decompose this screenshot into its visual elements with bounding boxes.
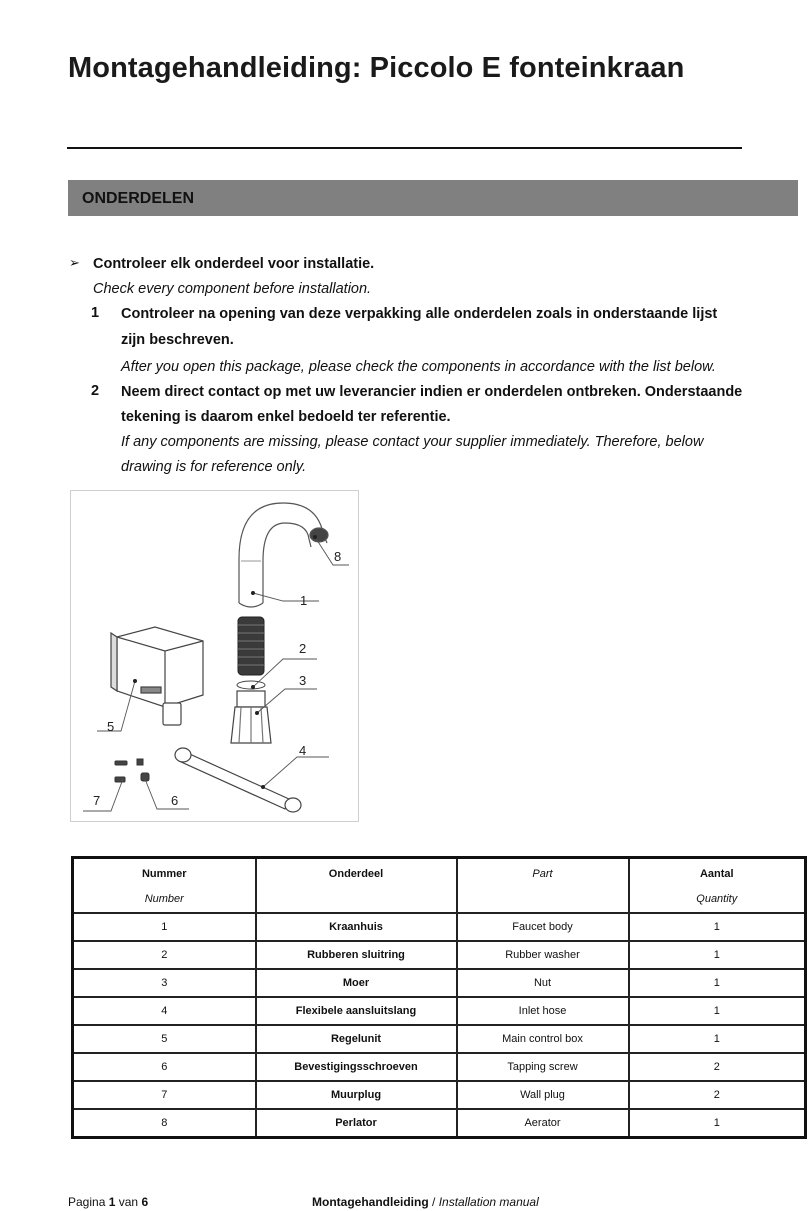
- parts-table: [71, 856, 807, 1139]
- table-header-row: [73, 858, 806, 914]
- column-header-part-nl: Onderdeel: [256, 858, 457, 914]
- step-text-nl: Controleer na opening van deze verpakking alle onderdelen zoals in onderstaande lijst: [121, 306, 718, 322]
- footer-manual-title: Montagehandleiding / Installation manual: [312, 1195, 539, 1209]
- table-row: [73, 913, 806, 941]
- cell-qty: 1: [629, 1025, 806, 1053]
- cell-part-en: Nut: [457, 969, 629, 997]
- inlet-hose-drawing: [175, 748, 301, 812]
- table-row: [73, 1053, 806, 1081]
- step-text-en: If any components are missing, please contact your supplier immediately. Therefore, below: [121, 434, 704, 450]
- section-title: ONDERDELEN: [82, 190, 195, 207]
- step-text-en: After you open this package, please check the components in accordance with the list below.: [121, 359, 716, 375]
- column-header-number: Nummer Number: [73, 858, 256, 914]
- cell-part-en: Main control box: [457, 1025, 629, 1053]
- table-row: [73, 997, 806, 1025]
- cell-qty: 1: [629, 969, 806, 997]
- leader-line: [263, 757, 329, 787]
- cell-part-nl: Rubberen sluitring: [256, 941, 457, 969]
- page-indicator: Pagina 1 van 6: [68, 1195, 149, 1209]
- callout-4: 4: [299, 743, 307, 758]
- step-text-nl: tekening is daarom enkel bedoeld ter referentie.: [121, 409, 451, 425]
- cell-number: 4: [73, 997, 256, 1025]
- callout-7: 7: [93, 793, 101, 808]
- bullet-text-nl: Controleer elk onderdeel voor installatie.: [93, 256, 375, 272]
- cell-number: 5: [73, 1025, 256, 1053]
- step-number: 2: [91, 383, 100, 399]
- nut-drawing: [231, 691, 271, 743]
- cell-part-nl: Bevestigingsschroeven: [256, 1053, 457, 1081]
- step-text-en: drawing is for reference only.: [121, 459, 307, 475]
- cell-part-en: Faucet body: [457, 913, 629, 941]
- cell-number: 6: [73, 1053, 256, 1081]
- cell-number: 1: [73, 913, 256, 941]
- callout-1: 1: [300, 593, 308, 608]
- cell-qty: 2: [629, 1053, 806, 1081]
- callout-8: 8: [334, 549, 342, 564]
- cell-qty: 1: [629, 941, 806, 969]
- cell-part-nl: Perlator: [256, 1109, 457, 1138]
- callout-5: 5: [107, 719, 115, 734]
- control-box-drawing: [111, 627, 203, 725]
- exploded-parts-drawing: [70, 490, 359, 822]
- cell-part-en: Rubber washer: [457, 941, 629, 969]
- step-number: 1: [91, 305, 100, 321]
- screws-drawing: [115, 759, 149, 782]
- cell-part-nl: Regelunit: [256, 1025, 457, 1053]
- callout-3: 3: [299, 673, 307, 688]
- column-header-part-en: Part: [457, 858, 629, 914]
- cell-number: 2: [73, 941, 256, 969]
- cell-qty: 1: [629, 997, 806, 1025]
- callout-2: 2: [299, 641, 307, 656]
- table-row: [73, 1081, 806, 1109]
- cell-part-en: Aerator: [457, 1109, 629, 1138]
- table-row: [73, 941, 806, 969]
- table-row: [73, 1109, 806, 1138]
- arrow-bullet-icon: ➢: [69, 255, 80, 270]
- column-header-quantity: Aantal Quantity: [629, 858, 806, 914]
- cell-part-nl: Moer: [256, 969, 457, 997]
- cell-part-nl: Kraanhuis: [256, 913, 457, 941]
- cell-part-en: Wall plug: [457, 1081, 629, 1109]
- cell-number: 8: [73, 1109, 256, 1138]
- bullet-text-en: Check every component before installation.: [93, 281, 372, 297]
- leader-line: [83, 779, 123, 811]
- cell-qty: 1: [629, 1109, 806, 1138]
- rubber-washer-drawing: [237, 617, 265, 689]
- table-row: [73, 1025, 806, 1053]
- cell-qty: 2: [629, 1081, 806, 1109]
- title-divider: [67, 147, 742, 149]
- cell-qty: 1: [629, 913, 806, 941]
- cell-number: 3: [73, 969, 256, 997]
- step-text-nl: Neem direct contact op met uw leverancier indien er onderdelen ontbreken. Onderstaande: [121, 384, 743, 400]
- cell-number: 7: [73, 1081, 256, 1109]
- table-row: [73, 969, 806, 997]
- page-title: Montagehandleiding: Piccolo E fonteinkraan: [68, 52, 685, 84]
- cell-part-en: Tapping screw: [457, 1053, 629, 1081]
- faucet-exploded-view: [71, 491, 358, 821]
- leader-line: [145, 779, 189, 809]
- step-text-nl: zijn beschreven.: [121, 332, 234, 348]
- cell-part-en: Inlet hose: [457, 997, 629, 1025]
- section-header: [68, 180, 798, 216]
- cell-part-nl: Muurplug: [256, 1081, 457, 1109]
- cell-part-nl: Flexibele aansluitslang: [256, 997, 457, 1025]
- callout-6: 6: [171, 793, 179, 808]
